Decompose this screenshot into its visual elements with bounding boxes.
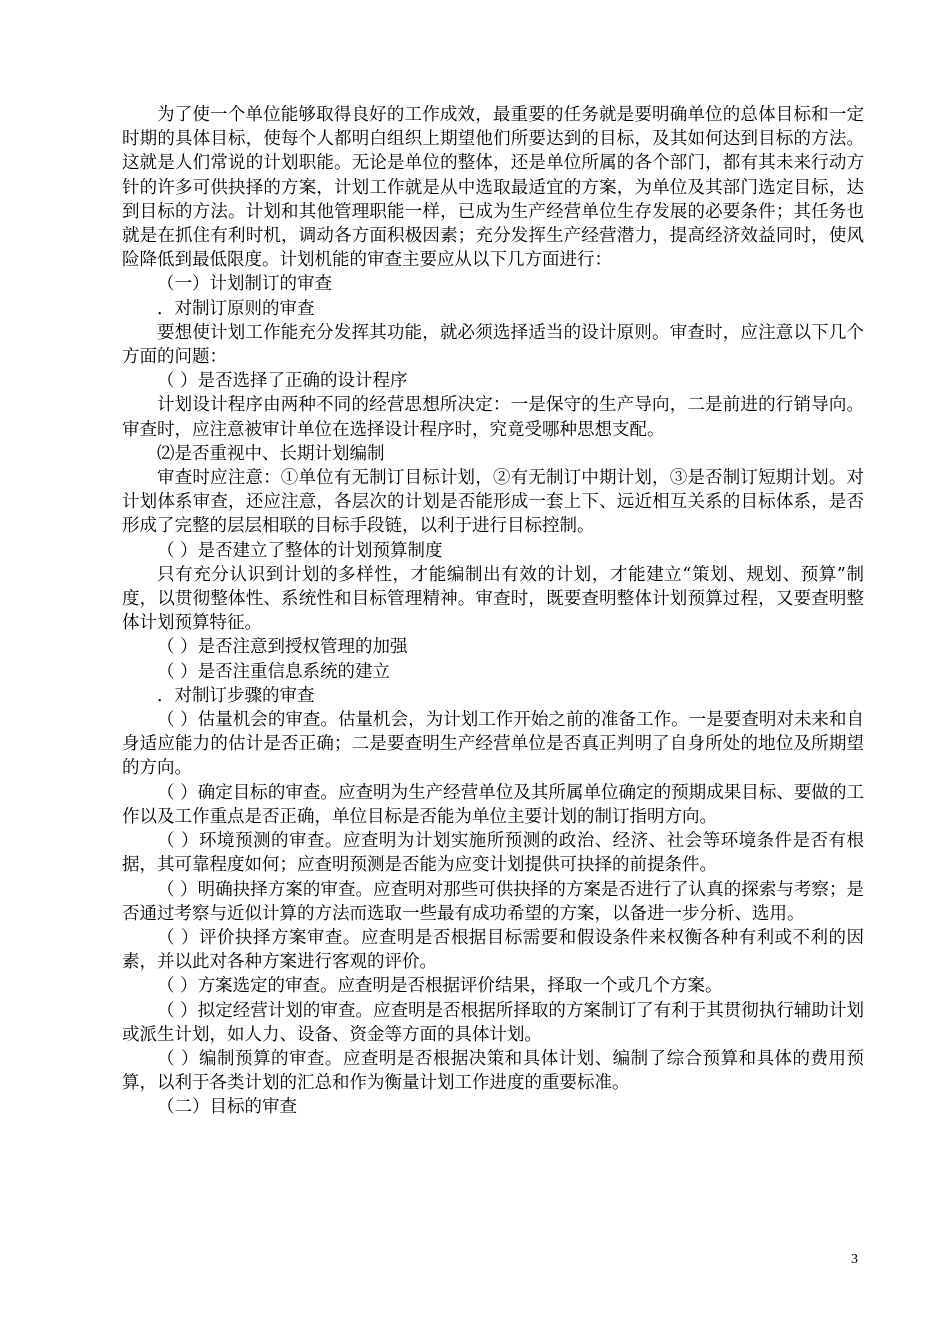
list-item: （ ）方案选定的审查。应查明是否根据评价结果，择取一个或几个方案。 [157,976,723,997]
document-body [122,103,864,1120]
list-item: （ ）编制预算的审查。应查明是否根据决策和具体计划、编制了综合预算和具体的费用预算，以利于各类计划的汇总和作为衡量计划工作进度的重要标准。 [122,1048,864,1094]
list-item: （ ）拟定经营计划的审查。应查明是否根据所择取的方案制订了有利于其贯彻执行辅助计划或派生计划，如人力、设备、资金等方面的具体计划。 [122,1000,864,1045]
paragraph: 只有充分认识到计划的多样性，才能编制出有效的计划，才能建立“策划、规划、预算”制度，以贯彻整体性、系统性和目标管理精神。审查时，既要查明整体计划预算过程，又要查明整体计划预算特征。 [122,564,864,634]
item-heading: （ ）是否建立了整体的计划预算制度 [157,540,443,561]
list-item: （ ）环境预测的审查。应查明为计划实施所预测的政治、经济、社会等环境条件是否有根据，其可靠程度如何；应查明预测是否能为应变计划提供可抉择的前提条件。 [122,831,864,876]
subsection-heading: ．对制订原则的审查 [157,298,315,319]
paragraph: 审查时应注意：①单位有无制订目标计划，②有无制订中期计划，③是否制订短期计划。对计划体系审查，还应注意，各层次的计划是否能形成一套上下、远近相互关系的目标体系，是否形成了完整的层层相联的目标手段链，以利于进行目标控制。 [122,468,864,537]
subsection-heading: ．对制订步骤的审查 [157,685,315,706]
paragraph: 计划设计程序由两种不同的经营思想所决定：一是保守的生产导向，二是前进的行销导向。审查时，应注意被审计单位在选择设计程序时，究竟受哪种思想支配。 [122,395,864,440]
section-heading: （一）计划制订的审查 [157,274,332,295]
list-item: （ ）明确抉择方案的审查。应查明对那些可供抉择的方案是否进行了认真的探索与考察；是否通过考察与近似计算的方法而选取一些最有成功希望的方案，以备进一步分析、选用。 [122,879,864,924]
list-item: （ ）评价抉择方案审查。应查明是否根据目标需要和假设条件来权衡各种有利或不利的因素，并以此对各种方案进行客观的评价。 [122,927,864,973]
item-heading: （ ）是否注意到授权管理的加强 [157,637,408,658]
paragraph: 要想使计划工作能充分发挥其功能，就必须选择适当的设计原则。审查时，应注意以下几个方面的问题： [122,322,864,368]
list-item: （ ）确定目标的审查。应查明为生产经营单位及其所属单位确定的预期成果目标、要做的工作以及工作重点是否正确，单位目标是否能为单位主要计划的制订指明方向。 [122,782,864,827]
list-item: （ ）估量机会的审查。估量机会，为计划工作开始之前的准备工作。一是要查明对未来和自身适应能力的估计是否正确；二是要查明生产经营单位是否真正判明了自身所处的地位及所期望的方向。 [122,710,864,779]
page-number: 3 [851,1252,858,1267]
paragraph: 为了使一个单位能够取得良好的工作成效，最重要的任务就是要明确单位的总体目标和一定时期的具体目标，使每个人都明白组织上期望他们所要达到的目标，及其如何达到目标的方法。这就是人们常说的计划职能。无论是单位的整体，还是单位所属的各个部门，都有其未来行动方针的许多可供抉择的方案，计划工作就是从中选取最适宜的方案，为单位及其部门选定目标，达到目标的方法。计划和其他管理职能一样，已成为生产经营单位生存发展的必要条件；其任务也就是在抓住有利时机，调动各方面积极因素；充分发挥生产经营潜力，提高经济效益同时，使风险降低到最低限度。计划机能的审查主要应从以下几方面进行： [122,105,864,271]
item-heading: （ ）是否选择了正确的设计程序 [157,371,408,392]
item-heading: （ ）是否注重信息系统的建立 [157,661,391,682]
item-heading: ⑵是否重视中、长期计划编制 [157,443,385,464]
section-heading: （二）目标的审查 [157,1097,297,1118]
